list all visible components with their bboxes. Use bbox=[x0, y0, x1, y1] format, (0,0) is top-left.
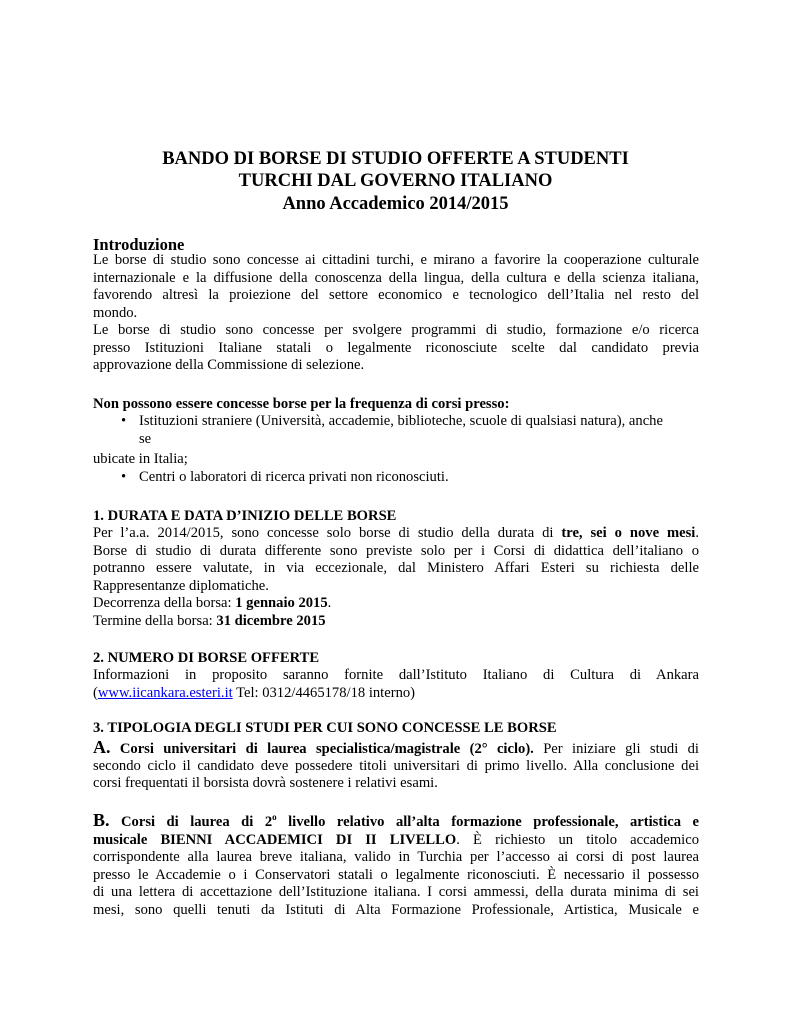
intro-heading: Introduzione bbox=[93, 235, 185, 254]
section-2-line-2 bbox=[93, 685, 699, 702]
institute-website-link[interactable]: www.iicankara.esteri.it bbox=[97, 685, 233, 701]
section-3b-line-6: mesi, sono quelli tenuti da Istituti di Alta Formazione Professionale, Artistica, Musicale e bbox=[93, 902, 699, 918]
section-3b-line-2-rest: . È richiesto un titolo accademico bbox=[456, 832, 700, 848]
section-1-line-3: potranno essere valutate, in via eccezionale, dal Ministero Affari Esteri su richiesta delle bbox=[93, 560, 699, 576]
bullet-icon: • bbox=[121, 469, 127, 485]
section-3b-superscript: o bbox=[272, 812, 277, 823]
intro-p1-line-2: internazionale e la diffusione della conoscenza della lingua, della cultura e della scienza italiana, bbox=[93, 270, 699, 286]
section-3a-line-1 bbox=[93, 738, 699, 759]
section-2-line-1: Informazioni in proposito saranno fornite dall’Istituto Italiano di Cultura di Ankara bbox=[93, 667, 699, 683]
section-3b-line-3: corrispondente alla laurea breve italiana, valido in Turchia per l’accesso ai corsi di post laurea bbox=[93, 849, 699, 865]
title-line-2: TURCHI DAL GOVERNO ITALIANO bbox=[238, 171, 553, 191]
exclusion-item-2-text: Centri o laboratori di ricerca privati non riconosciuti. bbox=[139, 469, 449, 485]
section-1-line-2: Borse di studio di durata differente sono previste solo per i Corsi di didattica dell’italiano o bbox=[93, 543, 699, 559]
bullet-icon: • bbox=[121, 413, 127, 429]
duration-options: tre, sei o nove mesi bbox=[561, 525, 696, 541]
intro-p1-line-1: Le borse di studio sono concesse ai cittadini turchi, e mirano a favorire la cooperazione culturale bbox=[93, 252, 699, 268]
title-line-3: Anno Accademico 2014/2015 bbox=[282, 194, 509, 214]
start-date-line bbox=[93, 595, 699, 612]
intro-p1-line-4: mondo. bbox=[93, 305, 138, 321]
section-3b-letter: B. bbox=[93, 810, 110, 830]
section-1-line-1-text: Per l’a.a. 2014/2015, sono concesse solo borse di studio della durata di bbox=[93, 525, 562, 541]
section-3a-line-3: corsi frequentati il borsista dovrà sostenere i relativi esami. bbox=[93, 775, 438, 791]
section-3a-title: Corsi universitari di laurea specialistica/magistrale (2° ciclo). bbox=[110, 741, 534, 757]
section-2-open-paren: ( bbox=[93, 685, 98, 701]
title-line-1: BANDO DI BORSE DI STUDIO OFFERTE A STUDENTI bbox=[162, 149, 629, 169]
start-date-end: . bbox=[327, 595, 332, 611]
institute-phone: Tel: 0312/4465178/18 interno) bbox=[232, 685, 416, 701]
exclusion-item-1-continuation: se bbox=[139, 431, 152, 447]
intro-p2-line-2: presso Istituzioni Italiane statali o legalmente riconosciute scelte dal candidato previa bbox=[93, 340, 699, 356]
intro-p2-line-3: approvazione della Commissione di selezione. bbox=[93, 357, 365, 373]
end-date-label: Termine della borsa: bbox=[93, 613, 217, 629]
intro-p2-line-1: Le borse di studio sono concesse per svolgere programmi di studio, formazione e/o ricerca bbox=[93, 322, 699, 338]
start-date-label: Decorrenza della borsa: bbox=[93, 595, 236, 611]
start-date-value: 1 gennaio 2015 bbox=[235, 595, 328, 611]
section-2-heading: 2. NUMERO DI BORSE OFFERTE bbox=[93, 650, 320, 666]
section-3b-bienni: musicale BIENNI ACCADEMICI DI II LIVELLO bbox=[93, 832, 457, 848]
section-3b-title-b: livello relativo all’alta formazione professionale, artistica e bbox=[276, 814, 699, 830]
section-3a-line-2: secondo ciclo il candidato deve possedere titoli universitari di primo livello. Alla conclusione dei bbox=[93, 758, 699, 774]
exclusion-item-2 bbox=[121, 469, 449, 486]
exclusion-item-1 bbox=[121, 413, 699, 430]
exclusions-heading: Non possono essere concesse borse per la frequenza di corsi presso: bbox=[93, 396, 510, 412]
exclusion-item-1-tail: ubicate in Italia; bbox=[93, 451, 188, 467]
section-3b-line-1 bbox=[93, 810, 699, 832]
intro-p1-line-3: favorendo altresì la proiezione del settore economico e tecnologico dell’Italia nel resto del bbox=[93, 287, 699, 303]
section-1-line-1 bbox=[93, 525, 699, 542]
section-3a-line-1-rest: Per iniziare gli studi di bbox=[533, 741, 699, 757]
section-1-heading: 1. DURATA E DATA D’INIZIO DELLE BORSE bbox=[93, 508, 397, 524]
section-3b-line-2 bbox=[93, 832, 699, 849]
section-1-line-1-end: . bbox=[695, 525, 699, 541]
section-3-heading: 3. TIPOLOGIA DEGLI STUDI PER CUI SONO CONCESSE LE BORSE bbox=[93, 720, 557, 736]
section-3b-title-a: Corsi di laurea di 2 bbox=[109, 814, 273, 830]
section-1-line-4: Rappresentanze diplomatiche. bbox=[93, 578, 269, 594]
section-3a-letter: A. bbox=[93, 737, 111, 757]
end-date-line bbox=[93, 613, 699, 630]
exclusion-item-1-text: Istituzioni straniere (Università, accademie, biblioteche, scuole di qualsiasi natura), anche bbox=[139, 413, 663, 429]
end-date-value: 31 dicembre 2015 bbox=[216, 613, 326, 629]
section-3b-line-4: presso le Accademie o i Conservatori statali o legalmente riconosciuti. È necessario il possesso bbox=[93, 867, 699, 883]
section-3b-line-5: di una lettera di accettazione dell’Istituzione italiana. I corsi ammessi, della durata minima di sei bbox=[93, 884, 699, 900]
